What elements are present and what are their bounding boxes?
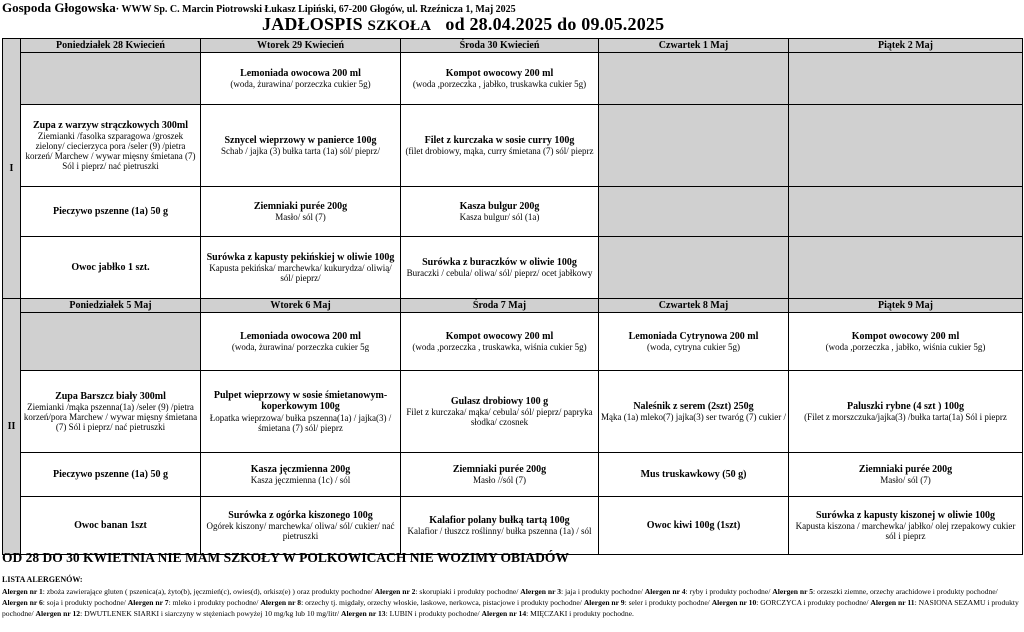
- extra-cell: [599, 237, 789, 299]
- side-dish-ingredients: Masło/ sól (7): [880, 475, 931, 486]
- drink-cell: [401, 53, 599, 105]
- title-menu: JADŁOSPIS: [262, 14, 363, 34]
- day-header: Piątek 9 Maj: [789, 299, 1023, 313]
- side-dish-name: Pieczywo pszenne (1a) 50 g: [53, 205, 168, 217]
- allergen-description: : MIĘCZAKI i produkty pochodne.: [526, 609, 634, 618]
- side-dish-name: Pieczywo pszenne (1a) 50 g: [53, 468, 168, 480]
- side-dish-name: Kasza jęczmienna 200g: [250, 463, 351, 475]
- day-header: Czwartek 1 Maj: [599, 39, 789, 53]
- allergen-description: : LUBIN i produkty pochodne/: [385, 609, 482, 618]
- week-1-mains-row: [3, 105, 1023, 187]
- side-dish-ingredients: Kasza bulgur/ sól (1a): [459, 212, 540, 223]
- side-dish-cell: [599, 453, 789, 497]
- extra-cell: [201, 497, 401, 555]
- allergen-label: Alergen nr 3: [520, 587, 562, 596]
- extra-cell: [401, 237, 599, 299]
- main-dish-name: Filet z kurczaka w sosie curry 100g: [424, 134, 575, 146]
- main-dish-name: Zupa z warzyw strączkowych 300ml: [33, 119, 188, 131]
- extra-ingredients: Buraczki / cebula/ oliwa/ sól/ pieprz/ ocet jabłkowy: [406, 268, 593, 279]
- side-dish-cell: [599, 187, 789, 237]
- side-dish-cell: [789, 453, 1023, 497]
- allergen-label: Alergen nr 10: [711, 598, 757, 607]
- extra-cell: [789, 237, 1023, 299]
- drink-ingredients: (woda, cytryna cukier 5g): [647, 342, 740, 353]
- side-dish-cell: [21, 453, 201, 497]
- main-dish-cell: [789, 371, 1023, 453]
- allergen-label: Alergen nr 12: [35, 609, 81, 618]
- main-dish-ingredients: Łopatka wieprzowa/ bułka pszenna(1a) / jajka(3) / śmietana (7) sól/ pieprz: [209, 412, 392, 433]
- main-dish-name: Naleśnik z serem (2szt) 250g: [633, 400, 754, 412]
- allergen-description: : mleko i produkty pochodne/: [168, 598, 261, 607]
- title-date-range: od 28.04.2025 do 09.05.2025: [445, 14, 665, 34]
- main-dish-cell: [21, 371, 201, 453]
- main-dish-ingredients: (Filet z morszczuka/jajka(3) /bułka tarta(1a) Sól i pieprz: [804, 412, 1007, 423]
- day-header: Środa 7 Maj: [401, 299, 599, 313]
- allergen-label: Alergen nr 6: [2, 598, 43, 607]
- extra-cell: [201, 237, 401, 299]
- extra-cell: [21, 237, 201, 299]
- extra-name: Owoc kiwi 100g (1szt): [646, 519, 741, 531]
- extra-name: Surówka z kapusty kiszonej w oliwie 100g: [816, 509, 995, 521]
- week-1-drinks-row: [3, 53, 1023, 105]
- allergen-description: : orzeszki ziemne, orzechy arachidowe i produkty pochodne/: [813, 587, 998, 596]
- drink-cell: [599, 53, 789, 105]
- extra-cell: [401, 497, 599, 555]
- main-dish-ingredients: Ziemianki /fasolka szparagowa /groszek zielony/ ciecierzyca pora /seler (9) /pietra korzeń/ Marchew / wywar mięsny śmietana (7) Sól i pieprz/ nać pietruszki: [25, 130, 196, 172]
- main-dish-ingredients: Filet z kurczaka/ mąka/ cebula/ sól/ pieprz/ papryka słodka/ czosnek: [406, 407, 593, 428]
- main-dish-cell: [201, 371, 401, 453]
- extra-name: Surówka z kapusty pekińskiej w oliwie 100g: [206, 251, 395, 263]
- main-dish-cell: [201, 105, 401, 187]
- allergen-description: : DWUTLENEK SIARKI i siarczyny w stężeniach powyżej 10 mg/kg lub 10 mg/litr/: [80, 609, 341, 618]
- allergen-description: : soja i produkty pochodne/: [42, 598, 128, 607]
- week-label: I: [3, 39, 21, 299]
- drink-ingredients: (woda ,porzeczka , jabłko, truskawka cukier 5g): [412, 79, 587, 90]
- side-dish-name: Ziemniaki purée 200g: [452, 463, 547, 475]
- drink-ingredients: (woda, żurawina/ porzeczka cukier 5g): [230, 79, 371, 90]
- brand-dot: ·: [115, 4, 120, 15]
- side-dish-name: Mus truskawkowy (50 g): [640, 468, 747, 480]
- drink-name: Lemoniada owocowa 200 ml: [240, 67, 361, 79]
- main-dish-cell: [401, 371, 599, 453]
- week-1-days-row: [3, 39, 1023, 53]
- extra-name: Owoc banan 1szt: [74, 519, 147, 531]
- side-dish-name: Ziemniaki purée 200g: [858, 463, 953, 475]
- page-title: [262, 14, 664, 35]
- side-dish-cell: [789, 187, 1023, 237]
- side-dish-name: Kasza bulgur 200g: [459, 200, 540, 212]
- drink-ingredients: (woda, żurawina/ porzeczka cukier 5g: [231, 342, 370, 353]
- allergen-description: : GORCZYCA i produkty pochodne/: [756, 598, 871, 607]
- drink-name: Lemoniada Cytrynowa 200 ml: [628, 330, 759, 342]
- extra-ingredients: Kalafior / tłuszcz roślinny/ bułka pszenna (1a) / sól: [407, 526, 592, 537]
- main-dish-ingredients: Ziemianki /mąka pszenna(1a) /seler (9) /pietra korzeń/pora Marchew / wywar mięsny śmietana (7) Sól i pieprz/ nać pietruszki: [23, 401, 198, 433]
- drink-cell: [789, 53, 1023, 105]
- main-dish-name: Gulasz drobiowy 100 g: [450, 395, 549, 407]
- no-school-notice: OD 28 DO 30 KWIETNIA NIE MAM SZKOŁY W POLKOWICACH NIE WOZIMY OBIADÓW: [2, 550, 569, 565]
- day-header: Wtorek 29 Kwiecień: [201, 39, 401, 53]
- drink-cell: [201, 53, 401, 105]
- title-school: SZKOŁA: [367, 18, 432, 34]
- week-1-extras-row: [3, 237, 1023, 299]
- menu-table: [2, 38, 1023, 555]
- extra-name: Surówka z ogórka kiszonego 100g: [228, 509, 373, 521]
- day-header: Piątek 2 Maj: [789, 39, 1023, 53]
- side-dish-cell: [401, 453, 599, 497]
- main-dish-ingredients: (filet drobiowy, mąka, curry śmietana (7) sól/ pieprz: [405, 146, 594, 157]
- brand-name: Gospoda Głogowska: [2, 0, 116, 15]
- allergen-list-heading: LISTA ALERGENÓW:: [2, 575, 83, 584]
- allergen-label: Alergen nr 8: [260, 598, 302, 607]
- drink-cell: [789, 313, 1023, 371]
- main-dish-cell: [599, 371, 789, 453]
- week-2-sides-row: [3, 453, 1023, 497]
- main-dish-name: Sznycel wieprzowy w panierce 100g: [224, 134, 377, 146]
- company-address: WWW Sp. C. Marcin Piotrowski Łukasz Lipiński, 67-200 Głogów, ul. Rzeźnicza 1, Maj 2025: [121, 4, 516, 15]
- extra-ingredients: Ogórek kiszony/ marchewka/ oliwa/ sól/ cukier/ nać pietruszki: [206, 521, 395, 542]
- week-2-drinks-row: [3, 313, 1023, 371]
- extra-cell: [599, 497, 789, 555]
- side-dish-ingredients: Kasza jęczmienna (1c) / sól: [250, 475, 351, 486]
- drink-cell: [599, 313, 789, 371]
- main-dish-cell: [21, 105, 201, 187]
- week-2-mains-row: [3, 371, 1023, 453]
- drink-cell: [21, 53, 201, 105]
- allergen-description: : orzechy tj. migdały, orzechy włoskie, laskowe, nerkowca, pistacjowe i produkty pochodne/: [301, 598, 584, 607]
- side-dish-cell: [201, 453, 401, 497]
- day-header: Środa 30 Kwiecień: [401, 39, 599, 53]
- extra-name: Surówka z buraczków w oliwie 100g: [422, 256, 577, 268]
- main-dish-name: Pulpet wieprzowy w sosie śmietanowym-koperkowym 100g: [213, 390, 388, 413]
- allergen-label: Alergen nr 11: [870, 598, 915, 607]
- allergen-description: : skorupiaki i produkty pochodne/: [415, 587, 521, 596]
- main-dish-cell: [789, 105, 1023, 187]
- drink-name: Kompot owocowy 200 ml: [445, 330, 554, 342]
- allergen-label: Alergen nr 9: [583, 598, 625, 607]
- day-header: Poniedziałek 28 Kwiecień: [21, 39, 201, 53]
- allergen-list: [2, 586, 1020, 619]
- drink-ingredients: (woda ,porzeczka , truskawka, wiśnia cukier 5g): [412, 342, 587, 353]
- allergen-label: Alergen nr 4: [644, 587, 686, 596]
- week-1-sides-row: [3, 187, 1023, 237]
- allergen-description: : jaja i produkty pochodne/: [561, 587, 645, 596]
- main-dish-cell: [599, 105, 789, 187]
- allergen-label: Alergen nr 7: [127, 598, 169, 607]
- day-header: Poniedziałek 5 Maj: [21, 299, 201, 313]
- allergen-label: Alergen nr 5: [772, 587, 814, 596]
- drink-name: Kompot owocowy 200 ml: [851, 330, 960, 342]
- side-dish-ingredients: Masło/ sól (7): [275, 212, 326, 223]
- extra-cell: [789, 497, 1023, 555]
- day-header: Czwartek 8 Maj: [599, 299, 789, 313]
- side-dish-name: Ziemniaki purée 200g: [253, 200, 348, 212]
- week-2-days-row: [3, 299, 1023, 313]
- drink-cell: [21, 313, 201, 371]
- allergen-label: Alergen nr 13: [341, 609, 386, 618]
- extra-name: Kalafior polany bułką tartą 100g: [429, 514, 570, 526]
- week-2-extras-row: [3, 497, 1023, 555]
- allergen-description: : zboża zawierające gluten ( pszenica(a), żyto(b), jęczmień(c), owies(d), orkisz(e) ) oraz produkty pochodne/: [42, 587, 375, 596]
- main-dish-name: Paluszki rybne (4 szt ) 100g: [847, 400, 964, 412]
- allergen-description: : ryby i produkty pochodne/: [685, 587, 773, 596]
- main-dish-ingredients: Mąka (1a) mleko(7) jajka(3) ser twaróg (7) cukier /: [601, 412, 786, 423]
- drink-name: Lemoniada owocowa 200 ml: [240, 330, 361, 342]
- allergen-description: : NASIONA SEZAMU i produkty pochodne/: [2, 598, 1019, 618]
- side-dish-ingredients: Masło //sól (7): [473, 475, 526, 486]
- week-label: II: [3, 299, 21, 555]
- allergen-description: : seler i produkty pochodne/: [624, 598, 712, 607]
- side-dish-cell: [21, 187, 201, 237]
- drink-cell: [401, 313, 599, 371]
- allergen-label: Alergen nr 14: [481, 609, 527, 618]
- extra-name: Owoc jabłko 1 szt.: [71, 261, 150, 273]
- side-dish-cell: [401, 187, 599, 237]
- drink-ingredients: (woda ,porzeczka , jabłko, wiśnia cukier 5g): [825, 342, 986, 353]
- extra-ingredients: Kapusta pekińska/ marchewka/ kukurydza/ oliwią/ sól/ pieprz/: [209, 263, 392, 284]
- extra-ingredients: Kapusta kiszona / marchewka/ jabłko/ olej rzepakowy cukier sól i pieprz: [795, 521, 1016, 542]
- day-header: Wtorek 6 Maj: [201, 299, 401, 313]
- main-dish-name: Zupa Barszcz biały 300ml: [55, 390, 166, 402]
- allergen-label: Alergen nr 1: [2, 587, 43, 596]
- extra-cell: [21, 497, 201, 555]
- main-dish-cell: [401, 105, 599, 187]
- main-dish-ingredients: Schab / jajka (3) bułka tarta (1a) sól/ pieprz/: [221, 146, 380, 157]
- drink-name: Kompot owocowy 200 ml: [445, 67, 554, 79]
- allergen-label: Alergen nr 2: [374, 587, 416, 596]
- drink-cell: [201, 313, 401, 371]
- side-dish-cell: [201, 187, 401, 237]
